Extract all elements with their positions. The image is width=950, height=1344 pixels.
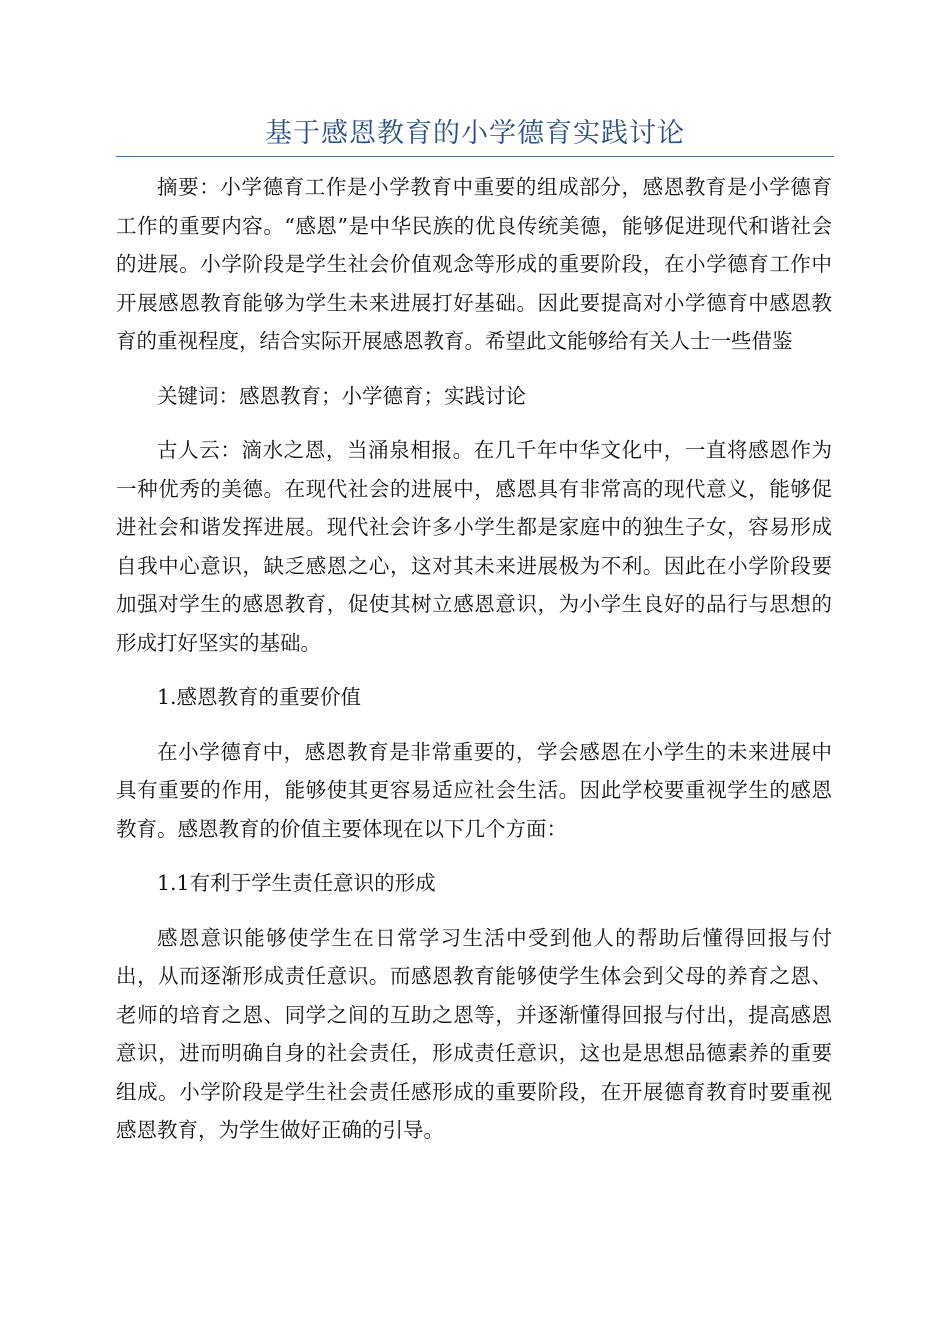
page-title: 基于感恩教育的小学德育实践讨论: [265, 118, 685, 149]
section-1-1-heading: 1.1有利于学生责任意识的形成: [157, 871, 436, 895]
keywords-paragraph: 关键词：感恩教育；小学德育；实践讨论: [157, 383, 526, 408]
document-body: [116, 168, 832, 1166]
section-1-paragraph: 在小学德育中，感恩教育是非常重要的，学会感恩在小学生的未来进展中具有重要的作用，能够使其更容易适应社会生活。因此学校要重视学生的感恩教育。感恩教育的价值主要体现在以下几个方面：: [116, 739, 832, 841]
intro-paragraph: 古人云：滴水之恩，当涌泉相报。在几千年中华文化中，一直将感恩作为一种优秀的美德。在现代社会的进展中，感恩具有非常高的现代意义，能够促进社会和谐发挥进展。现代社会许多小学生都是家庭中的独生子女，容易形成自我中心意识，缺乏感恩之心，这对其未来进展极为不利。因此在小学阶段要加强对学生的感恩教育，促使其树立感恩意识，为小学生良好的品行与思想的形成打好坚实的基础。: [116, 438, 832, 655]
abstract-paragraph: 摘要：小学德育工作是小学教育中重要的组成部分，感恩教育是小学德育工作的重要内容。“感恩”是中华民族的优良传统美德，能够促进现代和谐社会的进展。小学阶段是学生社会价值观念等形成的重要阶段，在小学德育工作中开展感恩教育能够为学生未来进展打好基础。因此要提高对小学德育中感恩教育的重视程度，结合实际开展感恩教育。希望此文能够给有关人士一些借鉴: [116, 175, 832, 353]
section-1-heading: 1.感恩教育的重要价值: [157, 685, 362, 709]
section-1-1-paragraph: 感恩意识能够使学生在日常学习生活中受到他人的帮助后懂得回报与付出，从而逐渐形成责任意识。而感恩教育能够使学生体会到父母的养育之恩、老师的培育之恩、同学之间的互助之恩等，并逐渐懂得回报与付出，提高感恩意识，进而明确自身的社会责任，形成责任意识，这也是思想品德素养的重要组成。小学阶段是学生社会责任感形成的重要阶段，在开展德育教育时要重视感恩教育，为学生做好正确的引导。: [116, 925, 832, 1142]
title-block: [116, 112, 834, 157]
